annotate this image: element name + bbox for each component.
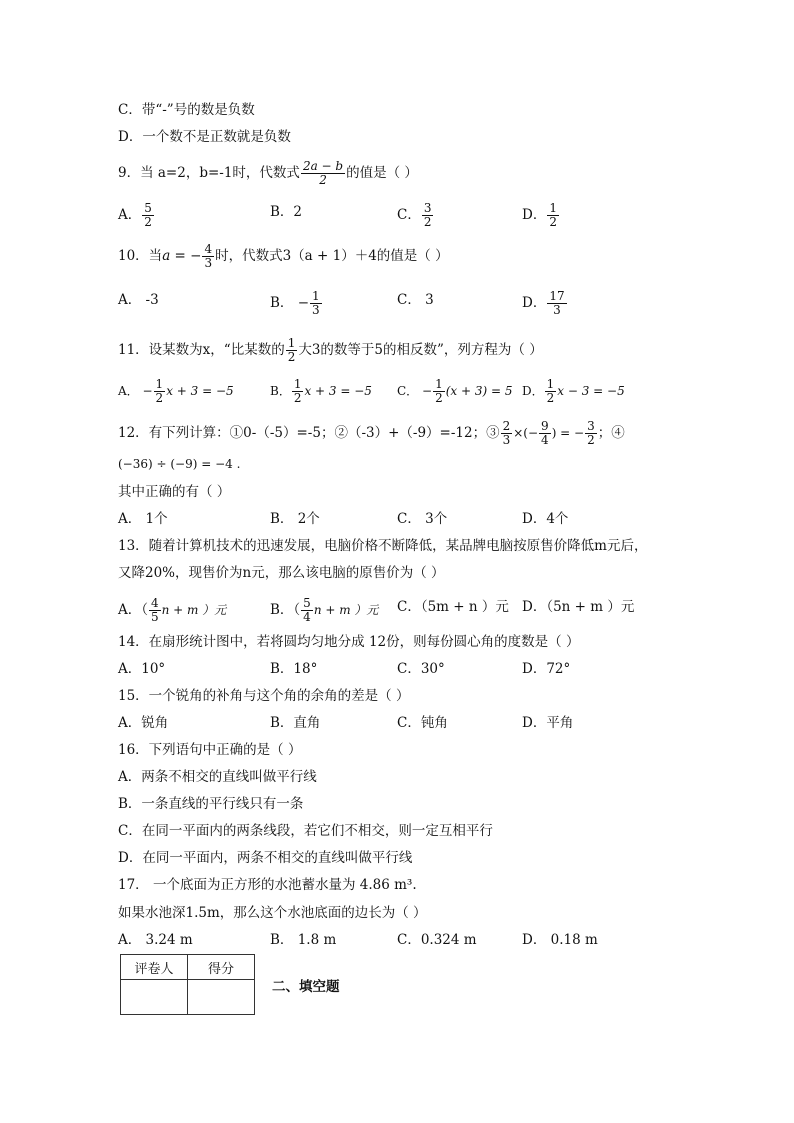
q13-option-c: C．（5m + n ）元 xyxy=(397,599,509,615)
score-cell xyxy=(188,980,255,1015)
q10-option-a: A． -3 xyxy=(118,292,159,308)
q15-option-c: C．钝角 xyxy=(397,715,448,731)
q16-option-b: B．一条直线的平行线只有一条 xyxy=(118,796,304,812)
q9-expression-fraction: $\frac{2a - b}{2}$ xyxy=(302,159,344,187)
q11-option-b: B． $\frac{1}{2}$ x + 3 = −5 xyxy=(270,377,372,405)
q16-option-c: C．在同一平面内的两条线段，若它们不相交，则一定互相平行 xyxy=(118,823,493,839)
q14-option-c: C．30° xyxy=(397,661,445,677)
q13-option-b: B．（ $\frac{5}{4}$ n + m ）元 xyxy=(270,596,379,624)
q17-option-c: C．0.324 m xyxy=(397,932,477,948)
q14-option-b: B．18° xyxy=(270,661,318,677)
q13-stem-line1: 13．随着计算机技术的迅速发展，电脑价格不断降低，某品牌电脑按原售价降低m元后， xyxy=(118,538,648,554)
q13-option-d: D．（5n + m ）元 xyxy=(522,599,635,615)
q9-option-b: B．2 xyxy=(270,204,303,220)
q8-option-d: D．一个数不是正数就是负数 xyxy=(118,129,291,145)
q9-option-a: A． $\frac{5}{2}$ xyxy=(118,201,152,229)
q9-option-d: D． $\frac{1}{2}$ xyxy=(522,201,557,229)
q15-option-a: A．锐角 xyxy=(118,715,169,731)
q14-stem: 14．在扇形统计图中，若将圆均匀地分成 12份，则每份圆心角的度数是（ ） xyxy=(118,634,580,650)
q13-stem-line2: 又降20%，现售价为n元，那么该电脑的原售价为（ ） xyxy=(118,565,445,581)
q11-stem: 11．设某数为x，“比某数的 $\frac{1}{2}$ 大3的数等于5的相反数”，列方程为（ ） xyxy=(118,336,543,364)
grader-header: 评卷人 xyxy=(121,955,188,980)
q9-stem-pre: 9．当 a=2，b=-1时，代数式 xyxy=(118,165,300,181)
q12-question: 其中正确的有（ ） xyxy=(118,484,231,500)
q10-option-c: C． 3 xyxy=(397,292,434,308)
q10-stem: 10．当a = − $\frac{4}{3}$ 时，代数式3（a + 1）＋4的值是（ ） xyxy=(118,242,449,270)
q12-item-4: (−36) ÷ (−9) = −4 . xyxy=(118,457,241,471)
q11-option-d: D． $\frac{1}{2}$ x − 3 = −5 xyxy=(522,377,625,405)
q9-stem xyxy=(118,160,418,187)
q10-option-b: B． − $\frac{1}{3}$ xyxy=(270,289,320,317)
q12-option-a: A． 1个 xyxy=(118,511,168,527)
q9-stem-post: 的值是（ ） xyxy=(346,165,418,181)
score-header: 得分 xyxy=(188,955,255,980)
q17-stem-line1: 17． 一个底面为正方形的水池蓄水量为 4.86 m³. xyxy=(118,877,417,893)
q17-option-b: B． 1.8 m xyxy=(270,932,337,948)
grader-cell xyxy=(121,980,188,1015)
q17-option-a: A． 3.24 m xyxy=(118,932,193,948)
q16-option-d: D．在同一平面内，两条不相交的直线叫做平行线 xyxy=(118,850,413,866)
q11-option-c: C． − $\frac{1}{2}$ (x + 3) = 5 xyxy=(397,377,513,405)
q14-option-d: D．72° xyxy=(522,661,571,677)
q11-option-a: A． − $\frac{1}{2}$ x + 3 = −5 xyxy=(118,377,234,405)
q12-option-c: C． 3个 xyxy=(397,511,448,527)
q12-option-d: D．4个 xyxy=(522,511,569,527)
q17-stem-line2: 如果水池深1.5m，那么这个水池底面的边长为（ ） xyxy=(118,905,427,921)
q12-stem: 12．有下列计算：①0-（-5）=-5；②（-3）+（-9）=-12；③ $\frac{2}{3}$ ×(− $\frac{9}{4}$ ) = − $\frac{3}{2}$ ；④ xyxy=(118,419,625,447)
q15-stem: 15．一个锐角的补角与这个角的余角的差是（ ） xyxy=(118,688,410,704)
q17-option-d: D． 0.18 m xyxy=(522,932,598,948)
q14-option-a: A．10° xyxy=(118,661,166,677)
q16-stem: 16．下列语句中正确的是（ ） xyxy=(118,742,302,758)
grading-table xyxy=(120,954,255,1015)
q15-option-d: D．平角 xyxy=(522,715,574,731)
q10-option-d: D． $\frac{17}{3}$ xyxy=(522,289,565,317)
q16-option-a: A．两条不相交的直线叫做平行线 xyxy=(118,769,317,785)
section-title-fill-in: 二、填空题 xyxy=(272,979,340,995)
q12-option-b: B． 2个 xyxy=(270,511,320,527)
q15-option-b: B．直角 xyxy=(270,715,321,731)
q9-option-c: C． $\frac{3}{2}$ xyxy=(397,201,432,229)
q8-option-c: C．带“-”号的数是负数 xyxy=(118,102,255,118)
q13-option-a: A．（ $\frac{4}{5}$ n + m ）元 xyxy=(118,596,227,624)
